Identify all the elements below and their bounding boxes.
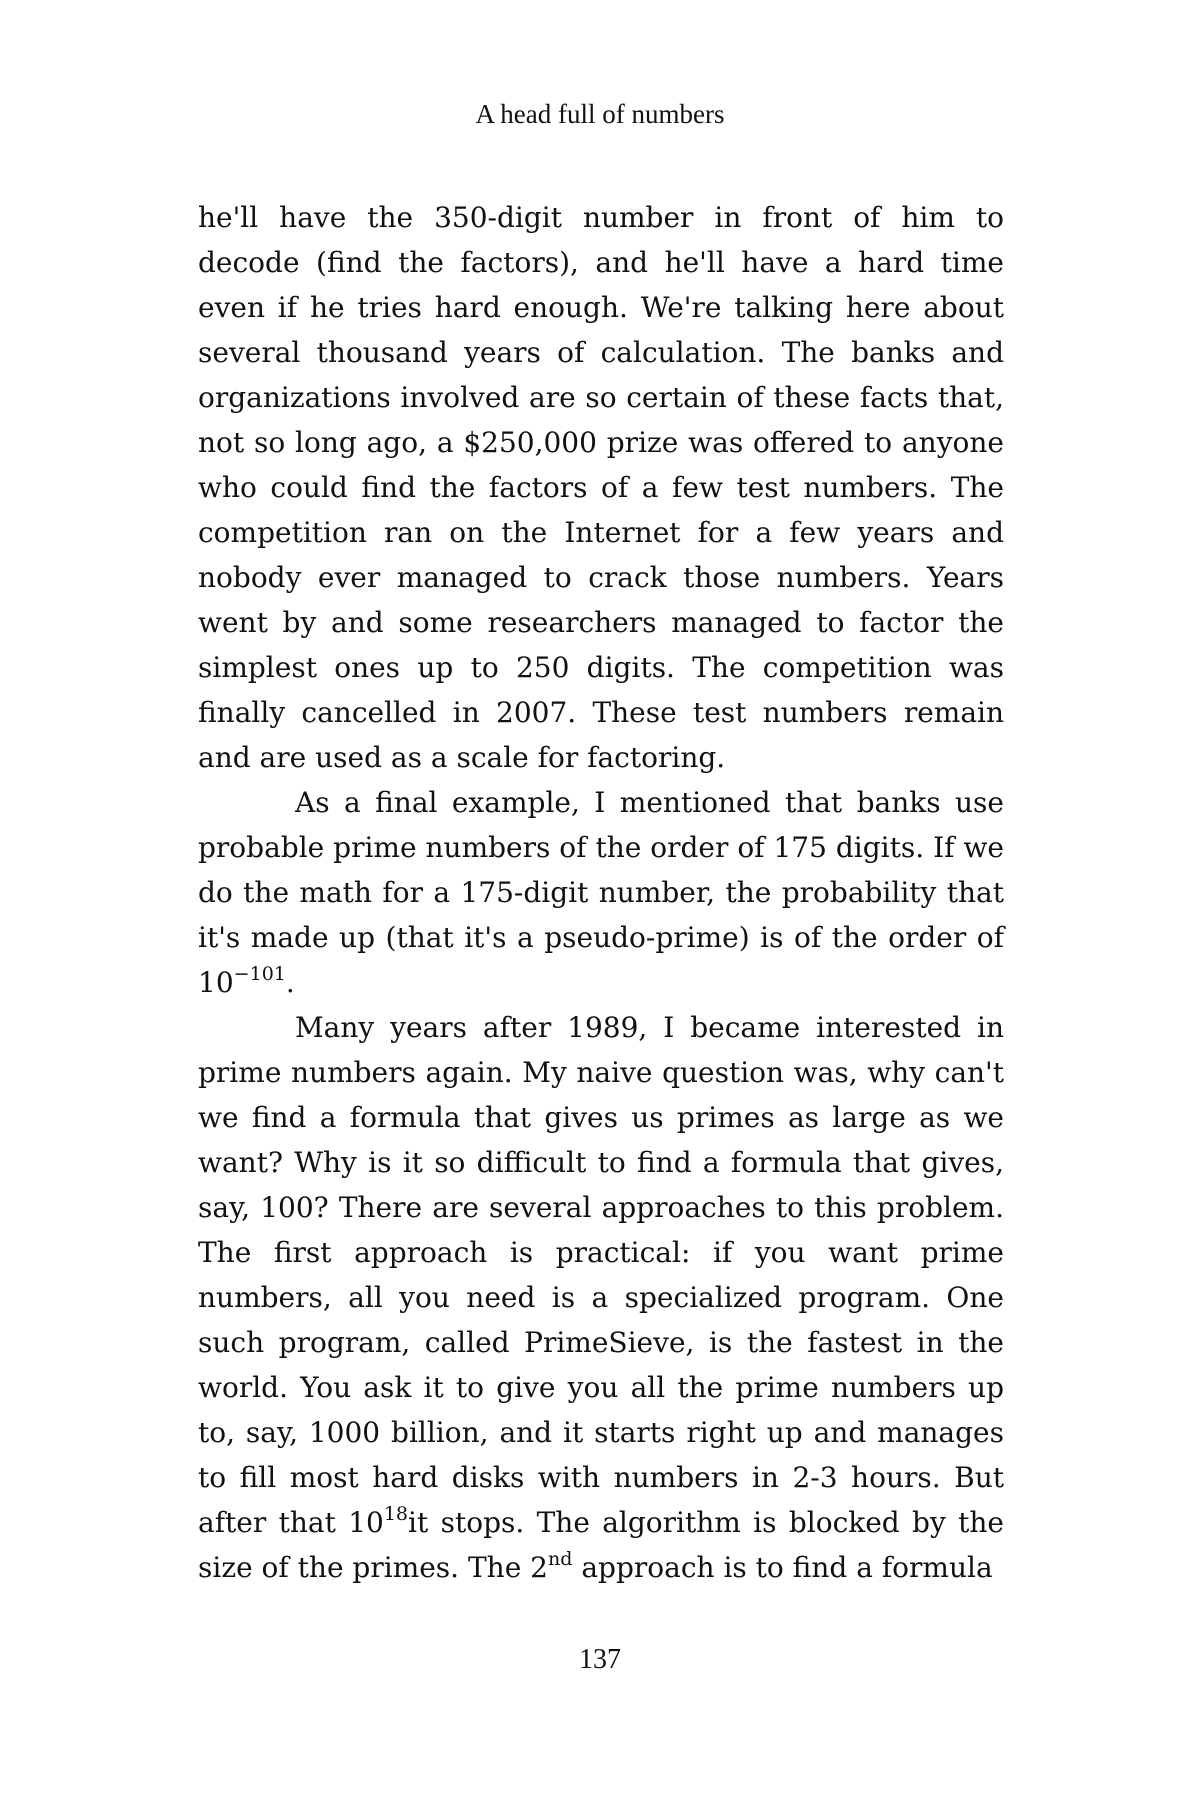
running-header: A head full of numbers xyxy=(475,99,725,129)
ordinal: 2nd xyxy=(530,1548,573,1584)
ordinal-suffix: nd xyxy=(548,1548,573,1571)
paragraph-3-text: Many years after 1989, I became interested in prime numbers again. My naive question was, why can't we find a formula that gives us primes as large as we want? Why is it so difficult to find a formula that gives, say, 100? There are several approaches to this problem. The first approach is practical: if you want prime numbers, all you need is a specialized program. One such program, called PrimeSieve, is the fastest in the world. You ask it to give you all the prime numbers up to, say, 1000 billion, and it starts right up and manages to fill most hard disks with numbers in 2-3 hours. But after that xyxy=(198,1011,1004,1539)
paragraph-3 xyxy=(198,1005,1004,1590)
paragraph-3-end: approach is to find a formula xyxy=(581,1551,993,1584)
body-text xyxy=(198,195,1004,1590)
math-exponent: −101 xyxy=(233,963,286,986)
paragraph-3-continuation: it stops. The algorithm is blocked by the size of the primes. The xyxy=(198,1506,1004,1584)
paragraph-2-text: As a final example, I mentioned that banks use probable prime numbers of the order of 175 digits. If we do the math for a 175-digit number, the probability that it's made up (that it's a pseudo-prime) is of the order of xyxy=(198,786,1004,954)
paragraph-2: As a final example, I mentioned that banks use probable prime numbers of the order of 175 digits. If we do the math for a 175-digit number, the probability that it's made up (that it's a pseudo-prime) is of the order of $10^{-101}$. xyxy=(198,786,1004,999)
power-exponent: 18 xyxy=(383,1503,409,1526)
math-power-ten: $10^{-101}$ xyxy=(198,963,286,999)
power-of-ten: $10^{18}$ xyxy=(348,1503,409,1539)
page-number: 137 xyxy=(579,1644,621,1675)
paragraph-1: he'll have the 350-digit number in front of him to decode (find the factors), and he'll have a hard time even if he tries hard enough. We're talking here about several thousand years of calculation. The banks and organizations involved are so certain of these facts that, not so long ago, a $250,000 prize was offered to anyone who could find the factors of a few test numbers. The competition ran on the Internet for a few years and nobody ever managed to crack those numbers. Years went by and some researchers managed to factor the simplest ones up to 250 digits. The competition was finally cancelled in 2007. These test numbers remain and are used as a scale for factoring. xyxy=(198,201,1004,774)
